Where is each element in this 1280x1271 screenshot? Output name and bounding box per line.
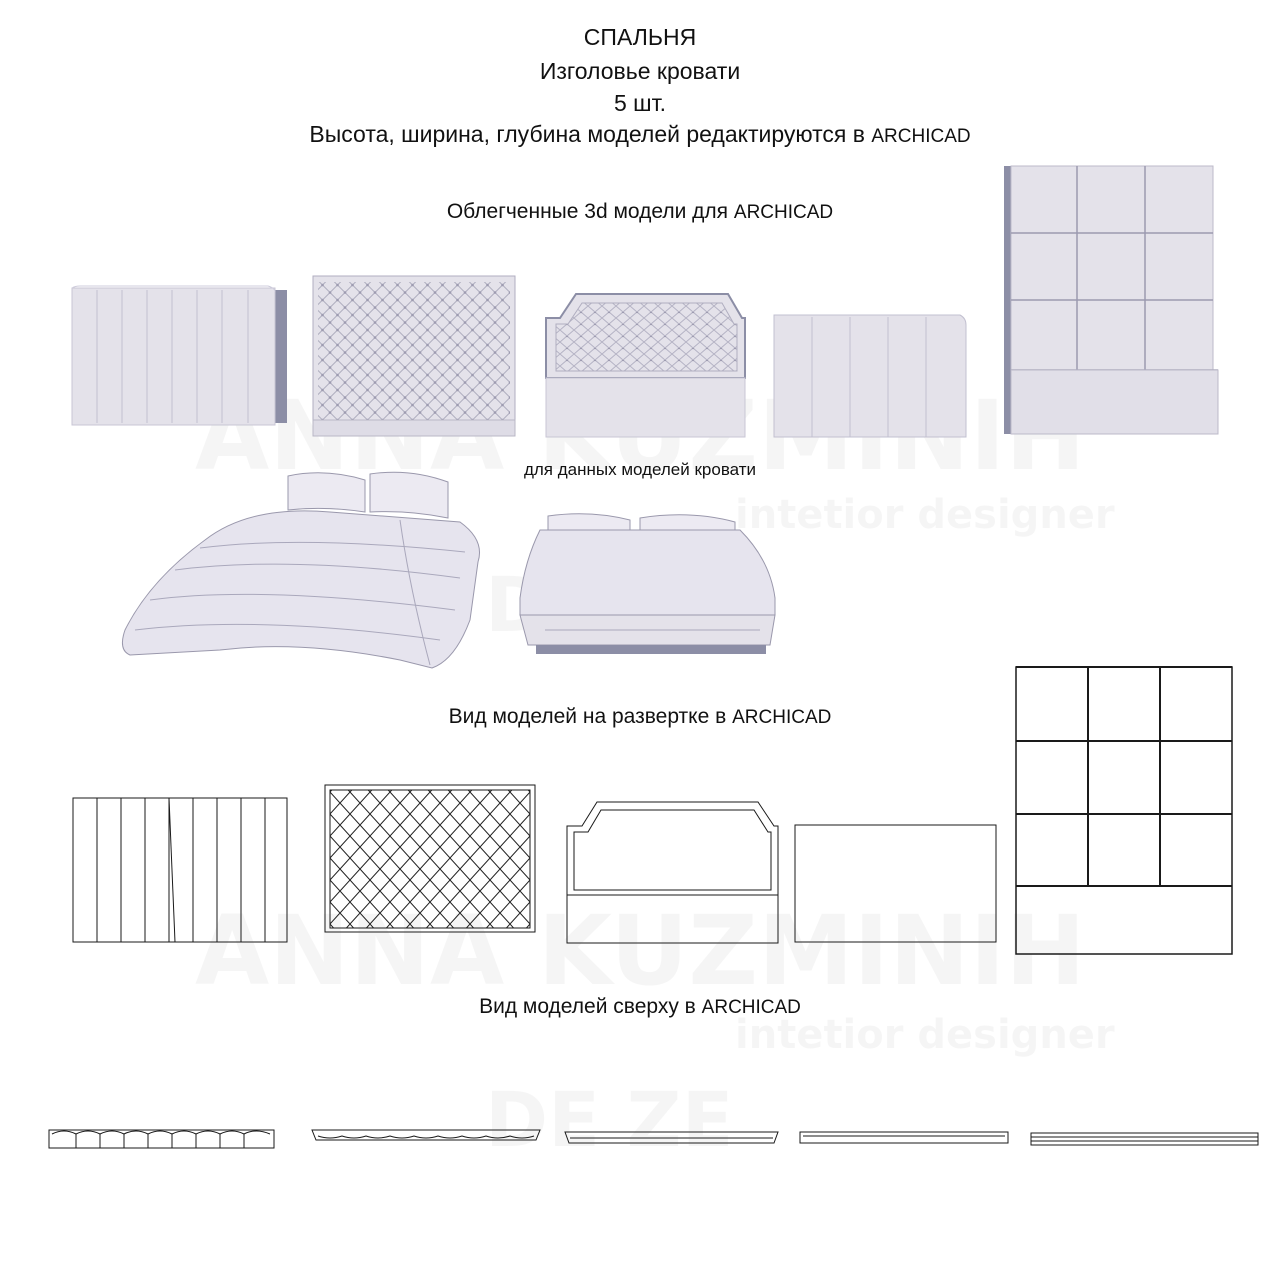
- section-3d-caption-app: ARCHICAD: [733, 202, 834, 223]
- bed-3d-with-duvet: [122, 472, 479, 668]
- headboard-top-wide-channel: [800, 1132, 1008, 1143]
- headboard-3d-shaped: [546, 294, 745, 437]
- headboard-top-tiles: [1031, 1133, 1258, 1145]
- headboard-top-shaped: [565, 1132, 778, 1143]
- headboard-elevation-tufted: [325, 785, 535, 932]
- page-subtitle: Изголовье кровати: [539, 58, 741, 84]
- headboard-elevation-tiles: [1016, 667, 1232, 954]
- headboard-elevation-channel: [73, 798, 287, 942]
- section-elevation-caption-text: Вид моделей на развертке в: [448, 705, 727, 728]
- headboard-3d-tufted: [313, 276, 515, 436]
- section-top-caption-app: ARCHICAD: [701, 997, 801, 1018]
- section-top-caption-text: Вид моделей сверху в: [479, 995, 696, 1018]
- page-title: СПАЛЬНЯ: [583, 24, 697, 50]
- edit-note-app: ARCHICAD: [871, 126, 971, 147]
- section-elevation-caption-app: ARCHICAD: [732, 707, 832, 728]
- headboard-top-channel: [49, 1130, 274, 1148]
- edit-note-text: Высота, ширина, глубина моделей редактируются в: [309, 121, 865, 147]
- item-count: 5 шт.: [613, 90, 666, 116]
- section-3d-caption-text: Облегченные 3d модели для: [446, 200, 729, 223]
- headboard-3d-channel: [72, 286, 287, 425]
- beds-caption: для данных моделей кровати: [523, 460, 757, 479]
- headboard-top-tufted: [312, 1130, 540, 1140]
- headboard-3d-tiles: [1004, 166, 1218, 434]
- headboard-elevation-wide-channel: [795, 825, 996, 942]
- headboard-3d-wide-channel: [774, 315, 966, 437]
- bed-3d-platform: [520, 514, 775, 654]
- headboard-elevation-shaped: [567, 802, 778, 943]
